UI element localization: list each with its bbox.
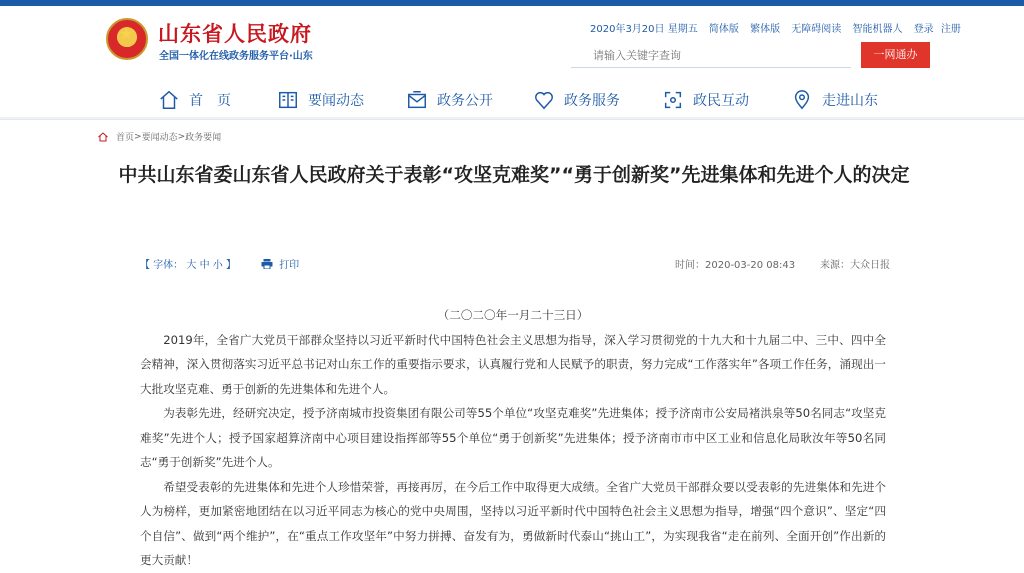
one-stop-service-button[interactable]: 一网通办 — [861, 42, 930, 68]
site-subtitle: 全国一体化在线政务服务平台·山东 — [159, 51, 313, 62]
nav-news[interactable] — [277, 84, 364, 116]
font-large-option[interactable]: 大 — [186, 260, 197, 271]
article-paragraph: 为表彰先进，经研究决定，授予济南城市投资集团有限公司等55个单位“攻坚克难奖”先进集体；授予济南市公安局褚洪泉等50名同志“攻坚克难奖”先进个人；授予国家超算济南中心项目建设指挥部等55个单位“勇于创新奖”先进集体；授予济南市市中区工业和信息化局耿汝年等50名同志“勇于创新奖”先进个人。 — [140, 406, 886, 469]
nav-shandong[interactable] — [791, 84, 878, 116]
interaction-icon — [662, 89, 684, 111]
nav-open-affairs[interactable] — [406, 84, 493, 116]
article-body — [140, 303, 886, 573]
simplified-link[interactable]: 简体版 — [708, 24, 739, 35]
article-paragraph: 希望受表彰的先进集体和先进个人珍惜荣誉，再接再厉，在今后工作中取得更大成绩。全省广大党员干部群众要以受表彰的先进集体和先进个人为榜样，更加紧密地团结在以习近平同志为核心的党中央周围，坚持以习近平新时代中国特色社会主义思想为指导，增强“四个意识”、坚定“四个自信”、做到“两个维护”，在“重点工作攻坚年”中努力拼搏、奋发有为，勇做新时代泰山“挑山工”，为实现我省“走在前列、全面开创”作出新的更大贡献！ — [140, 479, 886, 567]
mail-icon — [406, 89, 428, 111]
top-links — [590, 20, 969, 35]
nav-label-home: 首 页 — [189, 93, 231, 109]
heart-icon — [533, 89, 555, 111]
search-input[interactable] — [571, 44, 851, 68]
nav-label-news: 要闻动态 — [308, 93, 364, 109]
nav-interaction[interactable] — [662, 84, 749, 116]
nav-home[interactable] — [158, 84, 231, 116]
home-icon — [97, 131, 109, 143]
breadcrumb-separator: > — [177, 131, 186, 142]
article-paragraph: 2019年，全省广大党员干部群众坚持以习近平新时代中国特色社会主义思想为指导，深入学习贯彻党的十九大和十九届二中、三中、四中全会精神，深入贯彻落实习近平总书记对山东工作的重要指示要求，认真履行党和人民赋予的职责，努力完成“工作落实年”各项工作任务，涌现出一大批攻坚克难、勇于创新的先进集体和先进个人。 — [140, 332, 886, 396]
book-icon — [277, 89, 299, 111]
font-small-option[interactable]: 小 — [212, 260, 223, 271]
printer-icon — [261, 259, 273, 269]
nav-services[interactable] — [533, 84, 620, 116]
site-header — [0, 6, 1024, 116]
accessibility-link[interactable]: 无障碍阅读 — [791, 24, 842, 35]
breadcrumb-current[interactable]: 政务要闻 — [185, 133, 222, 143]
breadcrumb-separator: > — [134, 131, 142, 142]
site-title[interactable]: 山东省人民政府 — [158, 22, 312, 46]
home-icon — [158, 89, 180, 111]
publish-time: 时间：2020-03-20 08:43 — [675, 260, 796, 271]
traditional-link[interactable]: 繁体版 — [750, 24, 781, 35]
location-icon — [791, 89, 813, 111]
article-source: 来源：大众日报 — [820, 260, 890, 271]
nav-label-interaction: 政民互动 — [693, 93, 749, 109]
breadcrumb — [97, 130, 221, 143]
nav-label-open-affairs: 政务公开 — [437, 93, 493, 109]
breadcrumb-news[interactable]: 要闻动态 — [141, 133, 178, 143]
main-nav — [150, 84, 910, 116]
font-size-close: 】 — [225, 260, 236, 271]
print-button[interactable] — [261, 256, 299, 271]
register-link[interactable]: 注册 — [940, 24, 961, 35]
article-title: 中共山东省委山东省人民政府关于表彰“攻坚克难奖”“勇于创新奖”先进集体和先进个人的决定 — [118, 164, 910, 186]
robot-link[interactable]: 智能机器人 — [852, 24, 903, 35]
font-size-control — [140, 256, 236, 271]
nav-label-services: 政务服务 — [564, 93, 620, 109]
breadcrumb-home[interactable]: 首页 — [116, 133, 135, 143]
font-medium-option[interactable]: 中 — [199, 260, 210, 271]
nav-label-shandong: 走进山东 — [822, 93, 878, 109]
current-date: 2020年3月20日 星期五 — [590, 24, 698, 35]
print-label: 打印 — [279, 260, 300, 271]
article-date-line: （二〇二〇年一月二十三日） — [437, 308, 589, 322]
login-link[interactable]: 登录 — [913, 24, 934, 35]
national-emblem-logo[interactable]: ★ — [106, 18, 148, 60]
header-divider — [0, 117, 1024, 120]
font-size-label: 【 字体： — [140, 260, 184, 271]
